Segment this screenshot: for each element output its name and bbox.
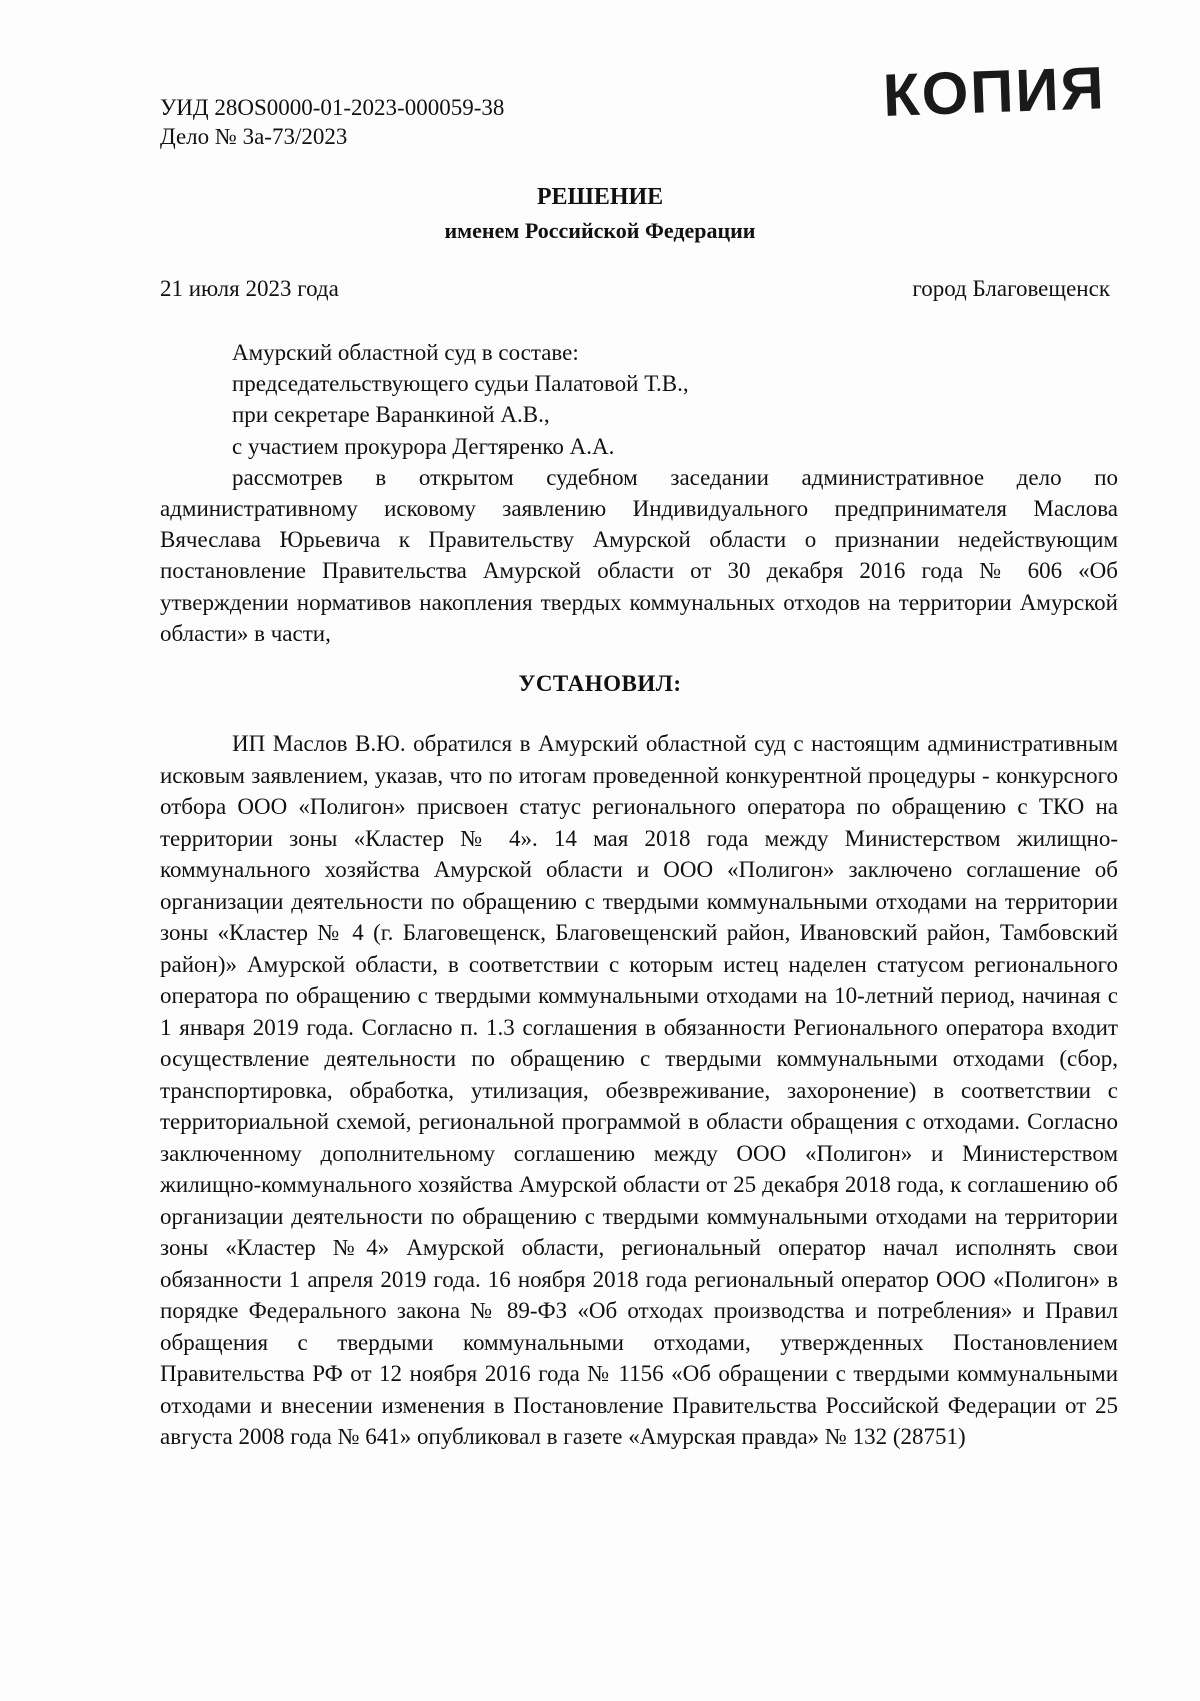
decision-date: 21 июля 2023 года <box>160 276 339 301</box>
presiding-judge: председательствующего судьи Палатовой Т.В., <box>232 371 689 397</box>
section-heading: УСТАНОВИЛ: <box>518 671 682 696</box>
copy-stamp: КОПИЯ <box>881 54 1107 129</box>
decision-body <box>160 728 1118 1453</box>
court-secretary: при секретаре Варанкиной А.В., <box>232 402 550 428</box>
court-name: Амурский областной суд в составе: <box>232 340 579 365</box>
date-place-line <box>160 276 1110 302</box>
uid-line: УИД 28OS0000-01-2023-000059-38 <box>160 95 505 120</box>
case-header <box>160 93 504 151</box>
case-number: Дело № 3а-73/2023 <box>160 124 348 149</box>
prosecutor-line: с участием прокурора Дегтяренко А.А. <box>232 433 615 459</box>
document-subtitle: именем Российской Федерации <box>444 218 756 243</box>
court-composition <box>160 337 1118 649</box>
body-paragraph: ИП Маслов В.Ю. обратился в Амурский областной суд с настоящим административным исковым заявлением, указав, что по итогам проведенной конкурентной процедуры - конкурсного отбора ООО «Полигон» присвоен статус регионального оператора по обращению с ТКО на территории зоны «Кластер № 4». 14 мая 2018 года между Министерством жилищно-коммунального хозяйства Амурской области и ООО «Полигон» заключено соглашение об организации деятельности по обращению с твердыми коммунальными отходами на территории зоны «Кластер № 4 (г. Благовещенск, Благовещенский район, Ивановский район, Тамбовский район)» Амурской области, в соответствии с которым истец наделен статусом регионального оператора по обращению с твердыми коммунальными отходами на 10-летний период, начиная с 1 января 2019 года. Согласно п. 1.3 соглашения в обязанности Регионального оператора входит осуществление деятельности по обращению с твердыми коммунальными отходами (сбор, транспортировка, обработка, утилизация, обезвреживание, захоронение) в соответствии с территориальной схемой, региональной программой в области обращения с отходами. Согласно заключенному дополнительному соглашению между ООО «Полигон» и Министерством жилищно-коммунального хозяйства Амурской области от 25 декабря 2018 года, к соглашению об организации деятельности по обращению с твердыми коммунальными отходами на территории зоны «Кластер №4» Амурской области, региональный оператор начал исполнять свои обязанности 1 апреля 2019 года. 16 ноября 2018 года региональный оператор ООО «Полигон» в порядке Федерального закона № 89-ФЗ «Об отходах производства и потребления» и Правил обращения с твердыми коммунальными отходами, утвержденных Постановлением Правительства РФ от 12 ноября 2016 года № 1156 «Об обращении с твердыми коммунальными отходами и внесении изменения в Постановление Правительства Российской Федерации от 25 августа 2008 года № 641» опубликовал в газете «Амурская правда» № 132 (28751) <box>160 731 1118 1449</box>
case-description: рассмотрев в открытом судебном заседании административное дело по административному исковому заявлению Индивидуального предпринимателя Маслова Вячеслава Юрьевича к Правительству Амурской области о признании недействующим постановление Правительства Амурской области от 30 декабря 2016 года № 606 «Об утверждении нормативов накопления твердых коммунальных отходов на территории Амурской области» в части, <box>160 464 1118 646</box>
decision-city: город Благовещенск <box>912 276 1110 301</box>
document-title: РЕШЕНИЕ <box>536 184 664 210</box>
